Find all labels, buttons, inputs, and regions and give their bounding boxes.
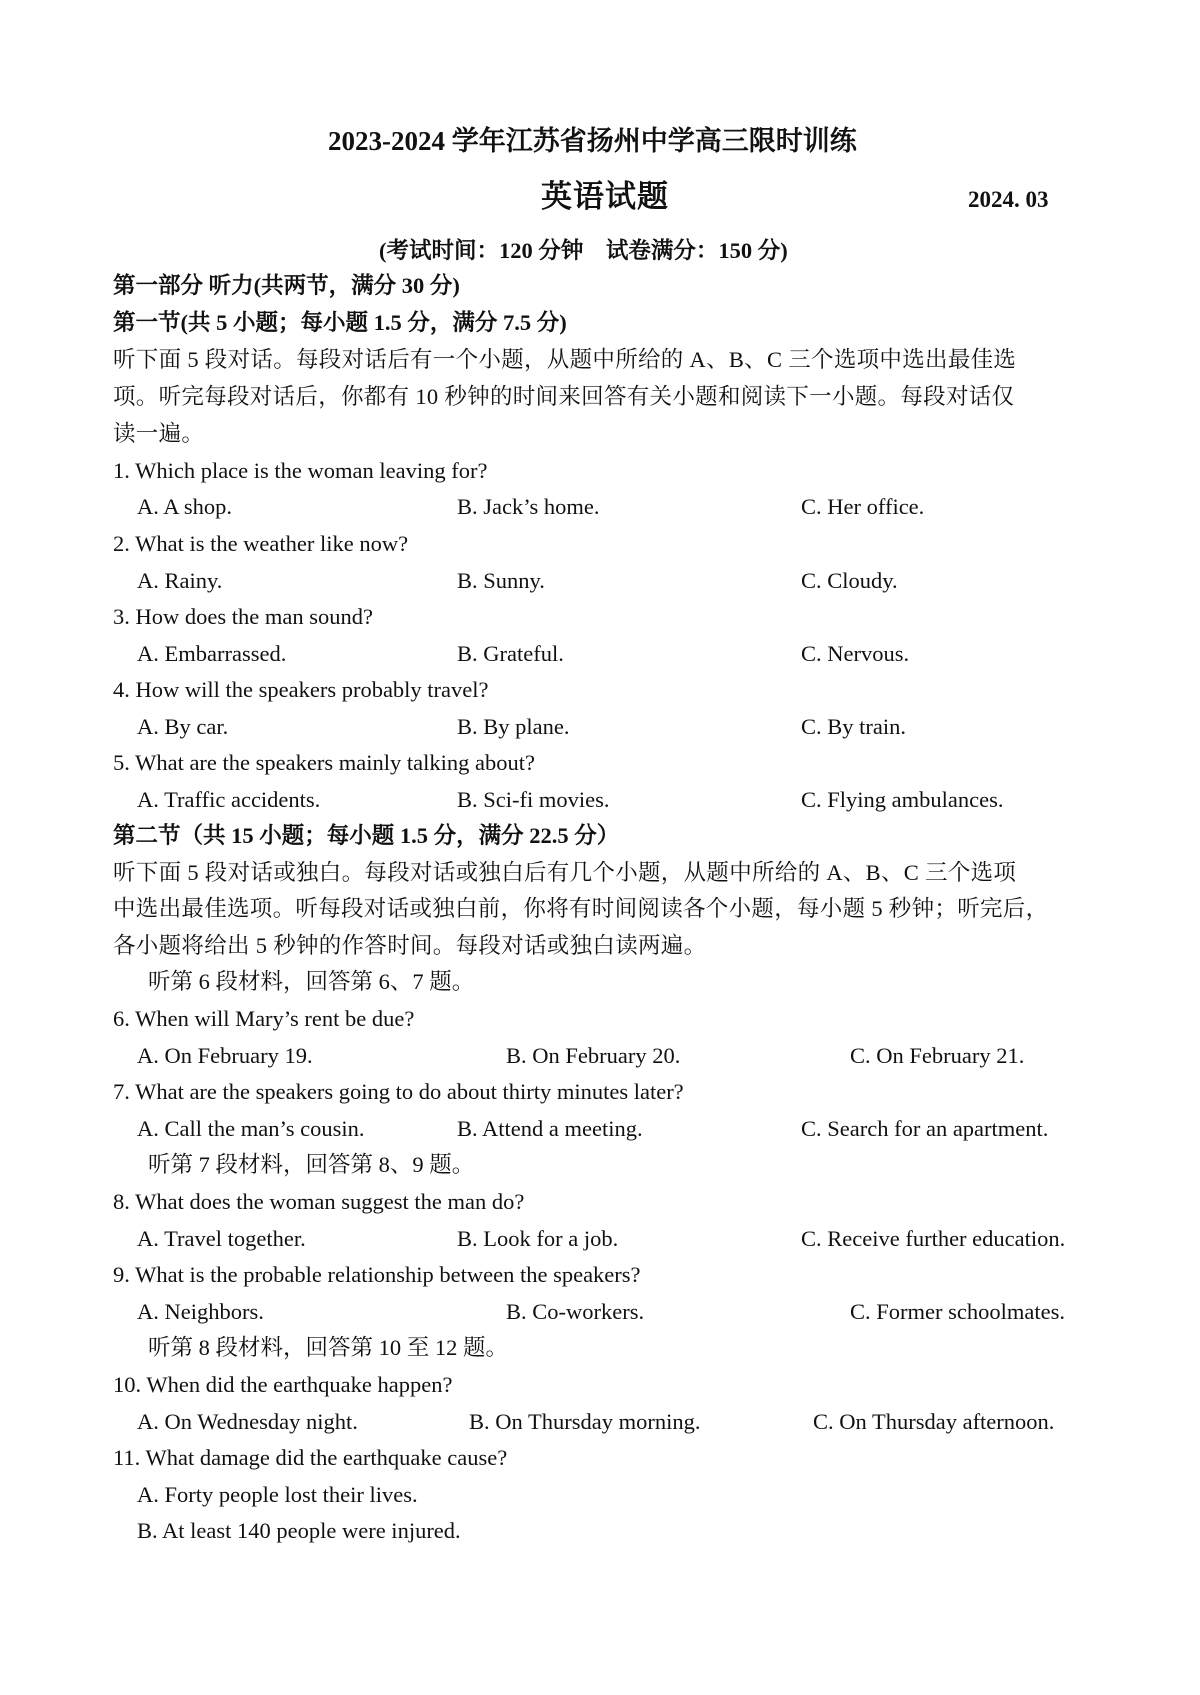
question-6: 6. When will Mary’s rent be due?: [113, 1006, 415, 1031]
question-4: 4. How will the speakers probably travel?: [113, 677, 489, 702]
q1-option-b: B. Jack’s home.: [457, 494, 600, 519]
q2-option-a: A. Rainy.: [137, 568, 223, 593]
question-7: 7. What are the speakers going to do about thirty minutes later?: [113, 1079, 684, 1104]
q11-option-a: A. Forty people lost their lives.: [137, 1482, 418, 1507]
q4-option-c: C. By train.: [801, 714, 906, 739]
q10-option-b: B. On Thursday morning.: [469, 1409, 701, 1434]
part1-heading: 第一部分 听力(共两节，满分 30 分): [113, 273, 460, 298]
q6-option-c: C. On February 21.: [850, 1043, 1025, 1068]
q6-option-b: B. On February 20.: [506, 1043, 681, 1068]
q8-option-c: C. Receive further education.: [801, 1226, 1066, 1251]
q6-option-a: A. On February 19.: [137, 1043, 313, 1068]
q9-option-c: C. Former schoolmates.: [850, 1299, 1065, 1324]
q3-option-c: C. Nervous.: [801, 641, 910, 666]
section1-instruction-line: 听下面 5 段对话。每段对话后有一个小题，从题中所给的 A、B、C 三个选项中选出最佳选: [113, 347, 1017, 372]
q4-option-b: B. By plane.: [457, 714, 570, 739]
section1-instruction-line: 读一遍。: [113, 421, 205, 446]
q2-option-c: C. Cloudy.: [801, 568, 898, 593]
q8-option-a: A. Travel together.: [137, 1226, 306, 1251]
question-8: 8. What does the woman suggest the man do?: [113, 1189, 525, 1214]
question-9: 9. What is the probable relationship between the speakers?: [113, 1262, 641, 1287]
q7-option-b: B. Attend a meeting.: [457, 1116, 643, 1141]
q7-option-c: C. Search for an apartment.: [801, 1116, 1049, 1141]
q9-option-a: A. Neighbors.: [137, 1299, 264, 1324]
q5-option-a: A. Traffic accidents.: [137, 787, 321, 812]
q9-option-b: B. Co-workers.: [506, 1299, 645, 1324]
q5-option-c: C. Flying ambulances.: [801, 787, 1004, 812]
section2-heading: 第二节（共 15 小题；每小题 1.5 分，满分 22.5 分）: [113, 823, 620, 848]
section2-instruction-line: 中选出最佳选项。听每段对话或独白前，你将有时间阅读各个小题，每小题 5 秒钟；听完后，: [113, 896, 1049, 921]
q4-option-a: A. By car.: [137, 714, 229, 739]
q10-option-c: C. On Thursday afternoon.: [813, 1409, 1055, 1434]
question-11: 11. What damage did the earthquake cause?: [113, 1445, 508, 1470]
section1-instruction-line: 项。听完每段对话后，你都有 10 秒钟的时间来回答有关小题和阅读下一小题。每段对话仅: [113, 384, 1015, 409]
material-8-note: 听第 8 段材料，回答第 10 至 12 题。: [148, 1335, 509, 1360]
q3-option-a: A. Embarrassed.: [137, 641, 287, 666]
question-1: 1. Which place is the woman leaving for?: [113, 458, 488, 483]
question-5: 5. What are the speakers mainly talking about?: [113, 750, 535, 775]
q11-option-b: B. At least 140 people were injured.: [137, 1518, 461, 1543]
q7-option-a: A. Call the man’s cousin.: [137, 1116, 365, 1141]
section2-instruction-line: 听下面 5 段对话或独白。每段对话或独白后有几个小题，从题中所给的 A、B、C 三个选项: [113, 860, 1017, 885]
exam-title: 2023-2024 学年江苏省扬州中学高三限时训练: [328, 126, 857, 156]
q2-option-b: B. Sunny.: [457, 568, 545, 593]
exam-info: (考试时间：120 分钟 试卷满分：150 分): [379, 238, 788, 263]
exam-subtitle: 英语试题: [541, 179, 669, 214]
section1-heading: 第一节(共 5 小题；每小题 1.5 分，满分 7.5 分): [113, 310, 567, 335]
q1-option-c: C. Her office.: [801, 494, 925, 519]
question-2: 2. What is the weather like now?: [113, 531, 409, 556]
q5-option-b: B. Sci-fi movies.: [457, 787, 610, 812]
exam-date: 2024. 03: [968, 187, 1049, 212]
q8-option-b: B. Look for a job.: [457, 1226, 619, 1251]
material-7-note: 听第 7 段材料，回答第 8、9 题。: [148, 1152, 475, 1177]
q1-option-a: A. A shop.: [137, 494, 233, 519]
question-10: 10. When did the earthquake happen?: [113, 1372, 453, 1397]
question-3: 3. How does the man sound?: [113, 604, 373, 629]
section2-instruction-line: 各小题将给出 5 秒钟的作答时间。每段对话或独白读两遍。: [113, 933, 707, 958]
q3-option-b: B. Grateful.: [457, 641, 564, 666]
q10-option-a: A. On Wednesday night.: [137, 1409, 358, 1434]
material-6-note: 听第 6 段材料，回答第 6、7 题。: [148, 969, 475, 994]
